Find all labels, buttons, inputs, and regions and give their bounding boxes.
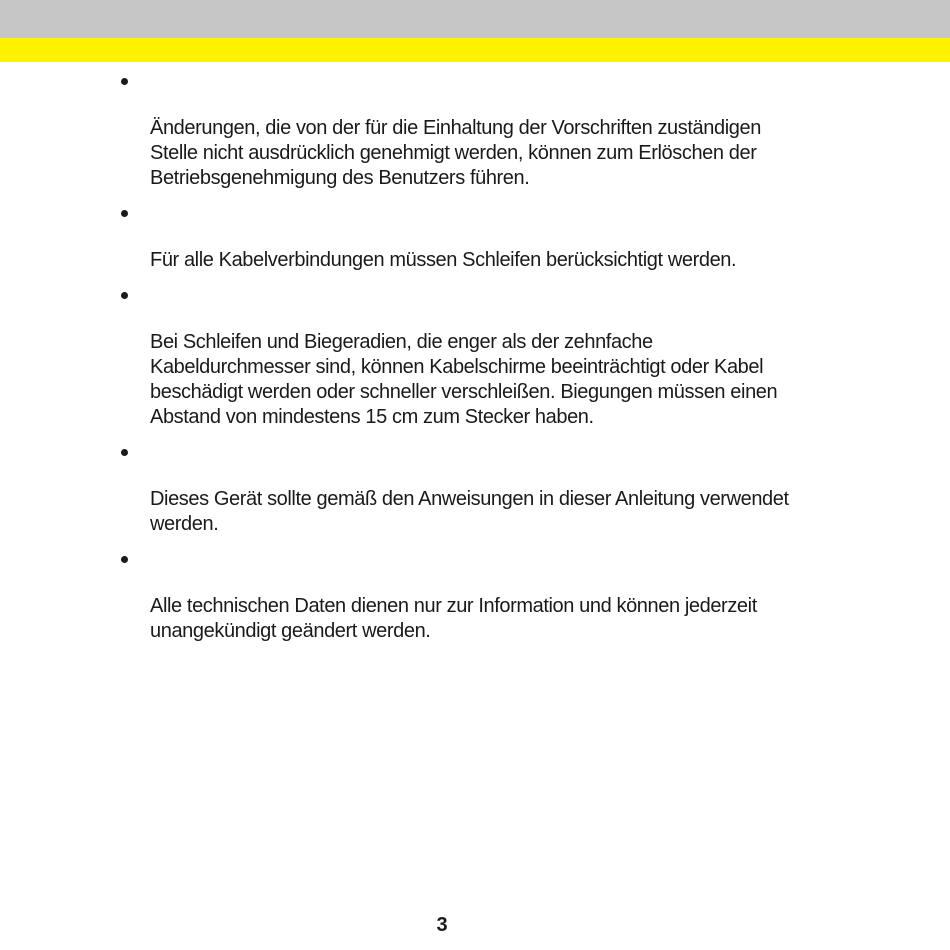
bullet-dot-icon xyxy=(121,210,128,217)
list-item xyxy=(118,280,898,430)
bullet-dot-icon xyxy=(121,556,128,563)
list-item xyxy=(118,437,898,537)
bullet-dot-icon xyxy=(121,78,128,85)
list-item xyxy=(118,544,898,644)
header-band-gray xyxy=(0,0,950,38)
list-item-text: Änderungen, die von der für die Einhaltung der Vorschriften zuständigen Stelle nicht ausdrücklich genehmigt werden, können zum Erlöschen der Betriebsgenehmigung des Benutzers führen. xyxy=(150,117,761,189)
page-number: 3 xyxy=(436,914,448,936)
list-item xyxy=(118,66,898,191)
list-item-text: Bei Schleifen und Biegeradien, die enger als der zehnfache Kabeldurchmesser sind, können Kabelschirme beeinträchtigt oder Kabel beschädigt werden oder schneller verschleißen. Biegungen müssen einen Abstand von mindestens 15 cm zum Stecker haben. xyxy=(150,331,778,428)
list-item-text: Alle technischen Daten dienen nur zur Information und können jederzeit unangekündigt geändert werden. xyxy=(150,595,757,642)
list-item-text: Für alle Kabelverbindungen müssen Schleifen berücksichtigt werden. xyxy=(150,249,737,271)
bullet-list xyxy=(118,66,898,651)
bullet-dot-icon xyxy=(121,449,128,456)
bullet-dot-icon xyxy=(121,292,128,299)
list-item xyxy=(118,198,898,273)
header-band-yellow xyxy=(0,38,950,62)
list-item-text: Dieses Gerät sollte gemäß den Anweisungen in dieser Anleitung verwendet werden. xyxy=(150,488,789,535)
